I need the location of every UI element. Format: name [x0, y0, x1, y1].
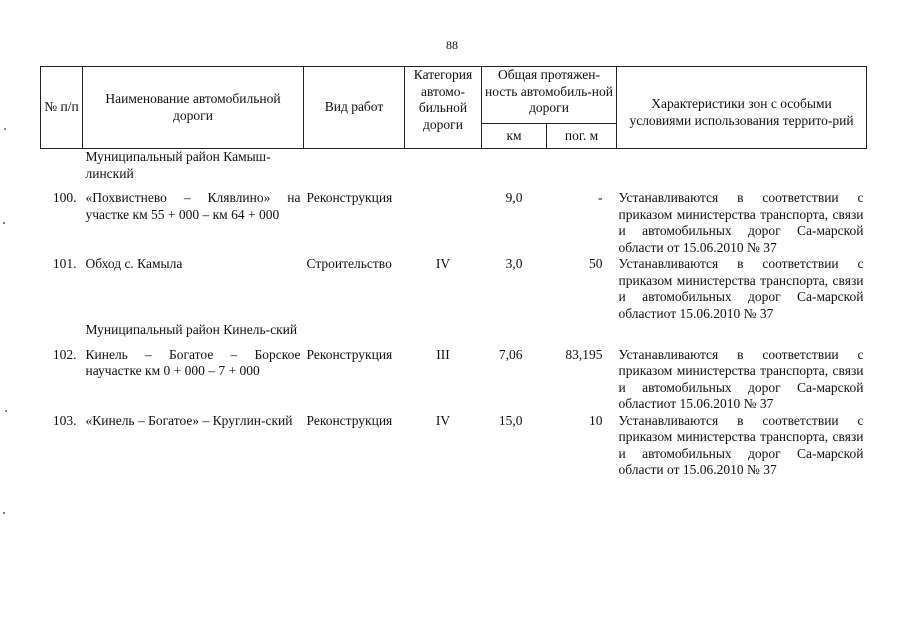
row-number: 100. — [52, 190, 77, 205]
work-type: Реконструкция — [306, 412, 393, 428]
zone-characteristics: Устанавливаются в соответствии с приказом министерства транспорта, связи и автомобильных дорог Са-марской области от 15.06.2010 № 37 — [618, 412, 864, 477]
work-type: Строительство — [306, 256, 392, 271]
road-category: IV — [435, 256, 451, 271]
road-name: «Похвистнево – Клявлино» на участке км 55 + 000 – км 64 + 000 — [85, 190, 301, 222]
row-number: 103. — [52, 412, 77, 428]
table-row — [41, 413, 867, 479]
length-km: 15,0 — [498, 412, 523, 428]
length-m: 83,195 — [565, 346, 603, 362]
road-name: Кинель – Богатое – Борское научастке км 0 + 000 – 7 + 000 — [85, 346, 301, 378]
table-body — [41, 149, 867, 479]
length-km: 7,06 — [498, 346, 523, 362]
road-category: IV — [435, 412, 451, 428]
length-km: 3,0 — [505, 256, 523, 271]
header-characteristics: Характеристики зон с особыми условиями использования террито-рий — [617, 67, 867, 149]
scan-artifact — [5, 410, 7, 412]
table-row — [41, 347, 867, 413]
zone-characteristics: Устанавливаются в соответствии с приказом министерства транспорта, связи и автомобильных дорог Са-марской областиот 15.06.2010 № 37 — [618, 256, 864, 321]
length-m: 10 — [589, 412, 603, 428]
table-row — [41, 256, 867, 322]
header-total-length: Общая протяжен-ность автомобиль-ной дороги — [482, 67, 617, 124]
road-category: III — [436, 346, 450, 362]
zone-characteristics: Устанавливаются в соответствии с приказом министерства транспорта, связи и автомобильных дорог Са-марской области от 15.06.2010 № 37 — [618, 190, 864, 255]
road-name: «Кинель – Богатое» – Круглин-ский — [85, 412, 293, 428]
roads-table — [40, 66, 867, 479]
work-type: Реконструкция — [306, 346, 393, 362]
page-number: 88 — [446, 38, 458, 52]
zone-characteristics: Устанавливаются в соответствии с приказом министерства транспорта, связи и автомобильных дорог Са-марской областиот 15.06.2010 № 37 — [618, 346, 864, 411]
header-work-type: Вид работ — [304, 67, 405, 149]
section-row — [41, 149, 867, 183]
work-type: Реконструкция — [306, 190, 393, 205]
section-title: Муниципальный район Камыш-линский — [85, 149, 271, 181]
road-name: Обход с. Камыла — [85, 256, 183, 271]
scan-artifact — [3, 512, 5, 514]
header-road-name: Наименование автомобильной дороги — [83, 67, 304, 149]
road-category — [405, 190, 482, 256]
section-row — [41, 322, 867, 339]
length-m: 50 — [589, 256, 603, 271]
header-m: пог. м — [547, 124, 617, 149]
row-number: 101. — [52, 256, 77, 271]
length-m: - — [598, 190, 603, 205]
scan-artifact — [4, 128, 6, 130]
header-num: № п/п — [41, 67, 83, 149]
section-title: Муниципальный район Кинель-ский — [85, 322, 298, 337]
table-header — [41, 67, 867, 149]
scan-artifact — [3, 222, 5, 224]
length-km: 9,0 — [505, 190, 523, 205]
table-row — [41, 190, 867, 256]
row-number: 102. — [52, 346, 77, 362]
header-category: Категория автомо-бильной дороги — [405, 67, 482, 149]
header-km: км — [482, 124, 547, 149]
